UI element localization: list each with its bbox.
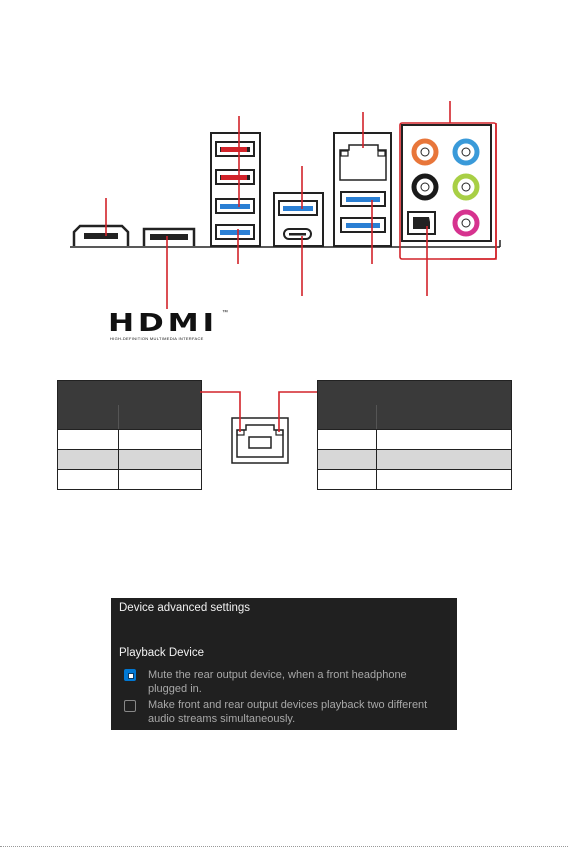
table-cell: [58, 430, 119, 449]
table-cell: [318, 430, 377, 449]
table-row: [58, 429, 201, 449]
table-header: [58, 381, 201, 405]
hdmi-port: [144, 229, 194, 246]
hdmi-wordmark: HDMI: [108, 308, 218, 337]
table-cell: [377, 430, 511, 449]
rear-io-diagram: [0, 90, 568, 350]
hdmi-trademark: ™: [222, 310, 228, 316]
displayport-port: [74, 226, 128, 246]
two-streams-label[interactable]: Make front and rear output devices playback two different audio streams simultaneously.: [148, 699, 428, 725]
section-heading-playback-device: Playback Device: [119, 647, 205, 659]
page-footer-rule: [0, 846, 568, 848]
table-cell: [119, 470, 201, 489]
table-col-header: [377, 405, 511, 429]
optical-spdif-port: [408, 212, 435, 234]
table-cell: [58, 470, 119, 489]
lan-led-table-left: [57, 380, 202, 490]
hdmi-logo: [108, 308, 228, 344]
table-row: [318, 429, 511, 449]
table-cell: [318, 470, 377, 489]
table-row: [318, 469, 511, 489]
table-cell: [377, 450, 511, 469]
checkbox-mark-icon: [128, 673, 134, 679]
callout-lines: [106, 101, 496, 309]
table-row: [58, 469, 201, 489]
table-cell: [119, 450, 201, 469]
table-col-header: [318, 405, 377, 429]
table-cell: [119, 430, 201, 449]
mute-rear-output-label[interactable]: Mute the rear output device, when a front headphone plugged in.: [148, 669, 407, 695]
usb-typec-stack: [274, 193, 323, 246]
hdmi-tagline: HIGH-DEFINITION MULTIMEDIA INTERFACE: [110, 336, 204, 341]
table-row: [318, 449, 511, 469]
panel-title: Device advanced settings: [119, 602, 251, 614]
table-col-header: [58, 405, 119, 429]
lan-usb-stack: [334, 133, 391, 246]
table-cell: [318, 450, 377, 469]
lan-port-diagram: [200, 385, 320, 470]
table-header: [318, 381, 511, 405]
device-advanced-settings-panel: [111, 598, 457, 730]
two-streams-checkbox[interactable]: [124, 700, 136, 712]
lan-led-table-right: [317, 380, 512, 490]
audio-jacks-block: [402, 125, 491, 241]
table-cell: [58, 450, 119, 469]
mute-rear-output-checkbox[interactable]: [124, 669, 136, 681]
table-cell: [377, 470, 511, 489]
table-row: [58, 449, 201, 469]
table-col-header: [119, 405, 201, 429]
